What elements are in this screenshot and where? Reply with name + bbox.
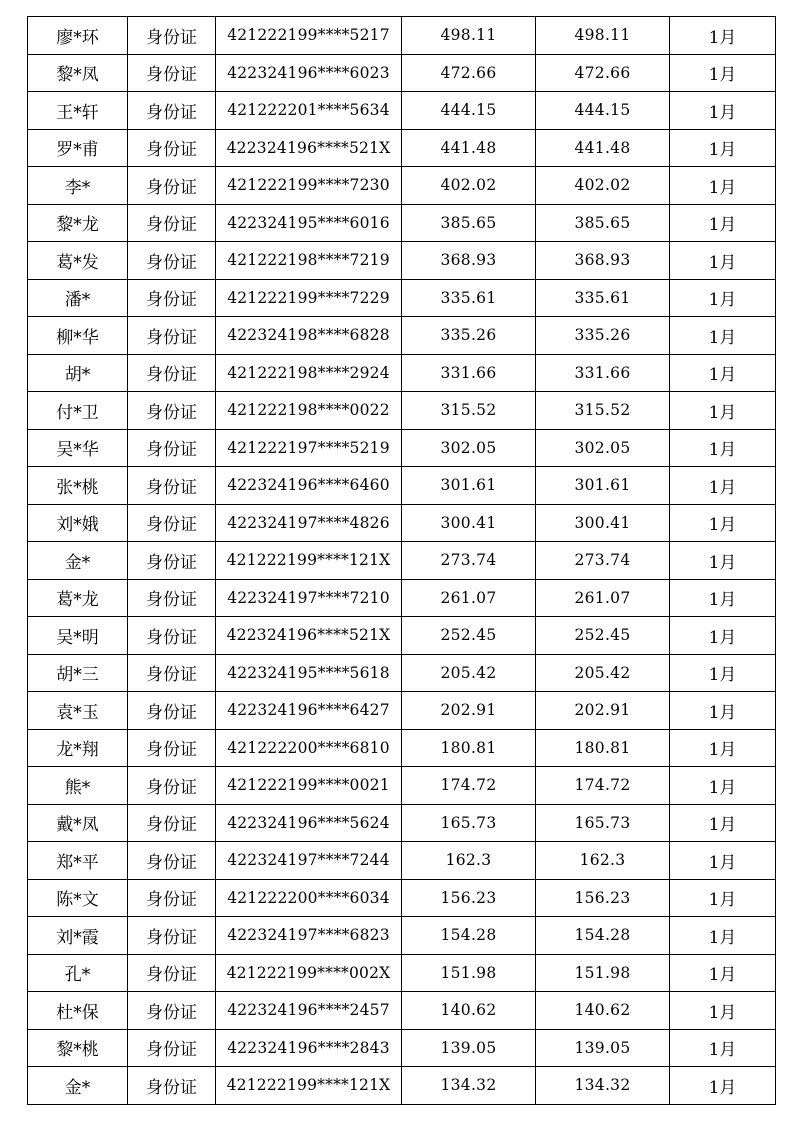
table-row [28,842,776,880]
month-cell: 1月 [670,729,776,767]
month-cell: 1月 [670,954,776,992]
name-cell: 金* [28,542,128,580]
table-row [28,467,776,505]
id-number-cell: 421222199****7230 [216,167,402,205]
amount-paid-cell: 154.28 [536,917,670,955]
amount-paid-cell: 300.41 [536,504,670,542]
table-row [28,1067,776,1105]
amount-cell: 302.05 [402,429,536,467]
month-cell: 1月 [670,242,776,280]
table-row [28,954,776,992]
id-type-cell: 身份证 [128,542,216,580]
month-cell: 1月 [670,467,776,505]
id-number-cell: 421222199****121X [216,542,402,580]
amount-paid-cell: 139.05 [536,1029,670,1067]
id-type-cell: 身份证 [128,954,216,992]
amount-paid-cell: 261.07 [536,579,670,617]
id-type-cell: 身份证 [128,804,216,842]
month-cell: 1月 [670,54,776,92]
name-cell: 葛*龙 [28,579,128,617]
amount-cell: 154.28 [402,917,536,955]
id-type-cell: 身份证 [128,504,216,542]
amount-cell: 301.61 [402,467,536,505]
name-cell: 廖*环 [28,17,128,55]
name-cell: 熊* [28,767,128,805]
month-cell: 1月 [670,17,776,55]
table-row [28,17,776,55]
amount-paid-cell: 162.3 [536,842,670,880]
month-cell: 1月 [670,429,776,467]
amount-cell: 140.62 [402,992,536,1030]
amount-paid-cell: 331.66 [536,354,670,392]
id-number-cell: 422324197****7244 [216,842,402,880]
amount-paid-cell: 402.02 [536,167,670,205]
id-number-cell: 421222201****5634 [216,92,402,130]
amount-paid-cell: 472.66 [536,54,670,92]
id-number-cell: 422324196****521X [216,617,402,655]
month-cell: 1月 [670,692,776,730]
id-type-cell: 身份证 [128,917,216,955]
month-cell: 1月 [670,1029,776,1067]
month-cell: 1月 [670,204,776,242]
amount-cell: 335.61 [402,279,536,317]
name-cell: 刘*霞 [28,917,128,955]
name-cell: 金* [28,1067,128,1105]
amount-cell: 162.3 [402,842,536,880]
month-cell: 1月 [670,167,776,205]
name-cell: 柳*华 [28,317,128,355]
amount-paid-cell: 441.48 [536,129,670,167]
id-number-cell: 422324196****6427 [216,692,402,730]
amount-cell: 273.74 [402,542,536,580]
id-type-cell: 身份证 [128,1029,216,1067]
amount-paid-cell: 302.05 [536,429,670,467]
amount-cell: 402.02 [402,167,536,205]
id-number-cell: 422324197****4826 [216,504,402,542]
table-row [28,242,776,280]
id-type-cell: 身份证 [128,317,216,355]
id-number-cell: 422324198****6828 [216,317,402,355]
amount-paid-cell: 368.93 [536,242,670,280]
id-number-cell: 421222198****7219 [216,242,402,280]
id-number-cell: 422324195****5618 [216,654,402,692]
amount-paid-cell: 498.11 [536,17,670,55]
amount-paid-cell: 444.15 [536,92,670,130]
id-type-cell: 身份证 [128,242,216,280]
amount-paid-cell: 335.61 [536,279,670,317]
table-row [28,804,776,842]
amount-paid-cell: 174.72 [536,767,670,805]
name-cell: 张*桃 [28,467,128,505]
table-row [28,542,776,580]
table-row [28,992,776,1030]
amount-cell: 174.72 [402,767,536,805]
id-number-cell: 421222197****5219 [216,429,402,467]
month-cell: 1月 [670,842,776,880]
amount-cell: 252.45 [402,617,536,655]
id-number-cell: 421222199****002X [216,954,402,992]
name-cell: 付*卫 [28,392,128,430]
name-cell: 袁*玉 [28,692,128,730]
id-type-cell: 身份证 [128,767,216,805]
id-number-cell: 421222198****0022 [216,392,402,430]
amount-paid-cell: 151.98 [536,954,670,992]
month-cell: 1月 [670,92,776,130]
id-number-cell: 421222199****7229 [216,279,402,317]
amount-paid-cell: 273.74 [536,542,670,580]
month-cell: 1月 [670,879,776,917]
amount-paid-cell: 165.73 [536,804,670,842]
amount-cell: 134.32 [402,1067,536,1105]
id-type-cell: 身份证 [128,992,216,1030]
table-row [28,617,776,655]
id-type-cell: 身份证 [128,279,216,317]
amount-paid-cell: 315.52 [536,392,670,430]
table-row [28,654,776,692]
table-row [28,729,776,767]
amount-cell: 300.41 [402,504,536,542]
amount-paid-cell: 385.65 [536,204,670,242]
table-row [28,504,776,542]
id-type-cell: 身份证 [128,692,216,730]
id-number-cell: 421222199****5217 [216,17,402,55]
id-number-cell: 422324197****6823 [216,917,402,955]
table-row [28,429,776,467]
table-row [28,54,776,92]
amount-paid-cell: 202.91 [536,692,670,730]
id-number-cell: 421222198****2924 [216,354,402,392]
table-row [28,879,776,917]
name-cell: 黎*桃 [28,1029,128,1067]
amount-paid-cell: 301.61 [536,467,670,505]
name-cell: 龙*翔 [28,729,128,767]
amount-cell: 261.07 [402,579,536,617]
id-number-cell: 421222200****6810 [216,729,402,767]
id-type-cell: 身份证 [128,879,216,917]
month-cell: 1月 [670,392,776,430]
amount-cell: 335.26 [402,317,536,355]
id-type-cell: 身份证 [128,54,216,92]
amount-cell: 441.48 [402,129,536,167]
month-cell: 1月 [670,279,776,317]
month-cell: 1月 [670,654,776,692]
amount-cell: 315.52 [402,392,536,430]
name-cell: 郑*平 [28,842,128,880]
amount-cell: 139.05 [402,1029,536,1067]
table-row [28,279,776,317]
id-type-cell: 身份证 [128,654,216,692]
id-type-cell: 身份证 [128,617,216,655]
name-cell: 戴*凤 [28,804,128,842]
id-number-cell: 422324195****6016 [216,204,402,242]
recipient-table [27,16,776,1105]
id-type-cell: 身份证 [128,842,216,880]
amount-cell: 385.65 [402,204,536,242]
month-cell: 1月 [670,917,776,955]
amount-paid-cell: 134.32 [536,1067,670,1105]
month-cell: 1月 [670,504,776,542]
id-number-cell: 422324196****6023 [216,54,402,92]
id-type-cell: 身份证 [128,92,216,130]
amount-cell: 180.81 [402,729,536,767]
table-row [28,917,776,955]
month-cell: 1月 [670,579,776,617]
name-cell: 吴*明 [28,617,128,655]
name-cell: 潘* [28,279,128,317]
month-cell: 1月 [670,129,776,167]
amount-paid-cell: 156.23 [536,879,670,917]
id-type-cell: 身份证 [128,129,216,167]
table-row [28,92,776,130]
table-row [28,692,776,730]
id-type-cell: 身份证 [128,17,216,55]
name-cell: 胡* [28,354,128,392]
amount-cell: 156.23 [402,879,536,917]
table-row [28,204,776,242]
amount-cell: 368.93 [402,242,536,280]
month-cell: 1月 [670,992,776,1030]
month-cell: 1月 [670,542,776,580]
name-cell: 罗*甫 [28,129,128,167]
amount-cell: 444.15 [402,92,536,130]
name-cell: 胡*三 [28,654,128,692]
id-type-cell: 身份证 [128,167,216,205]
id-type-cell: 身份证 [128,354,216,392]
name-cell: 陈*文 [28,879,128,917]
table-row [28,317,776,355]
table-row [28,129,776,167]
id-number-cell: 421222200****6034 [216,879,402,917]
month-cell: 1月 [670,804,776,842]
id-number-cell: 421222199****0021 [216,767,402,805]
name-cell: 黎*凤 [28,54,128,92]
amount-cell: 165.73 [402,804,536,842]
month-cell: 1月 [670,354,776,392]
id-number-cell: 422324197****7210 [216,579,402,617]
name-cell: 葛*发 [28,242,128,280]
amount-paid-cell: 180.81 [536,729,670,767]
id-type-cell: 身份证 [128,392,216,430]
id-number-cell: 422324196****6460 [216,467,402,505]
table-row [28,392,776,430]
month-cell: 1月 [670,1067,776,1105]
amount-paid-cell: 205.42 [536,654,670,692]
amount-cell: 331.66 [402,354,536,392]
id-number-cell: 422324196****2843 [216,1029,402,1067]
id-type-cell: 身份证 [128,429,216,467]
name-cell: 吴*华 [28,429,128,467]
amount-cell: 498.11 [402,17,536,55]
name-cell: 黎*龙 [28,204,128,242]
table-row [28,354,776,392]
amount-paid-cell: 140.62 [536,992,670,1030]
table-row [28,767,776,805]
amount-cell: 202.91 [402,692,536,730]
table-row [28,167,776,205]
id-type-cell: 身份证 [128,579,216,617]
id-type-cell: 身份证 [128,729,216,767]
name-cell: 刘*娥 [28,504,128,542]
name-cell: 王*轩 [28,92,128,130]
name-cell: 孔* [28,954,128,992]
id-type-cell: 身份证 [128,467,216,505]
table-row [28,1029,776,1067]
amount-paid-cell: 252.45 [536,617,670,655]
id-type-cell: 身份证 [128,1067,216,1105]
id-number-cell: 422324196****521X [216,129,402,167]
month-cell: 1月 [670,767,776,805]
id-type-cell: 身份证 [128,204,216,242]
amount-paid-cell: 335.26 [536,317,670,355]
table-row [28,579,776,617]
recipient-table-body [28,17,776,1105]
name-cell: 杜*保 [28,992,128,1030]
amount-cell: 151.98 [402,954,536,992]
id-number-cell: 422324196****5624 [216,804,402,842]
id-number-cell: 421222199****121X [216,1067,402,1105]
month-cell: 1月 [670,617,776,655]
amount-cell: 205.42 [402,654,536,692]
id-number-cell: 422324196****2457 [216,992,402,1030]
month-cell: 1月 [670,317,776,355]
amount-cell: 472.66 [402,54,536,92]
name-cell: 李* [28,167,128,205]
